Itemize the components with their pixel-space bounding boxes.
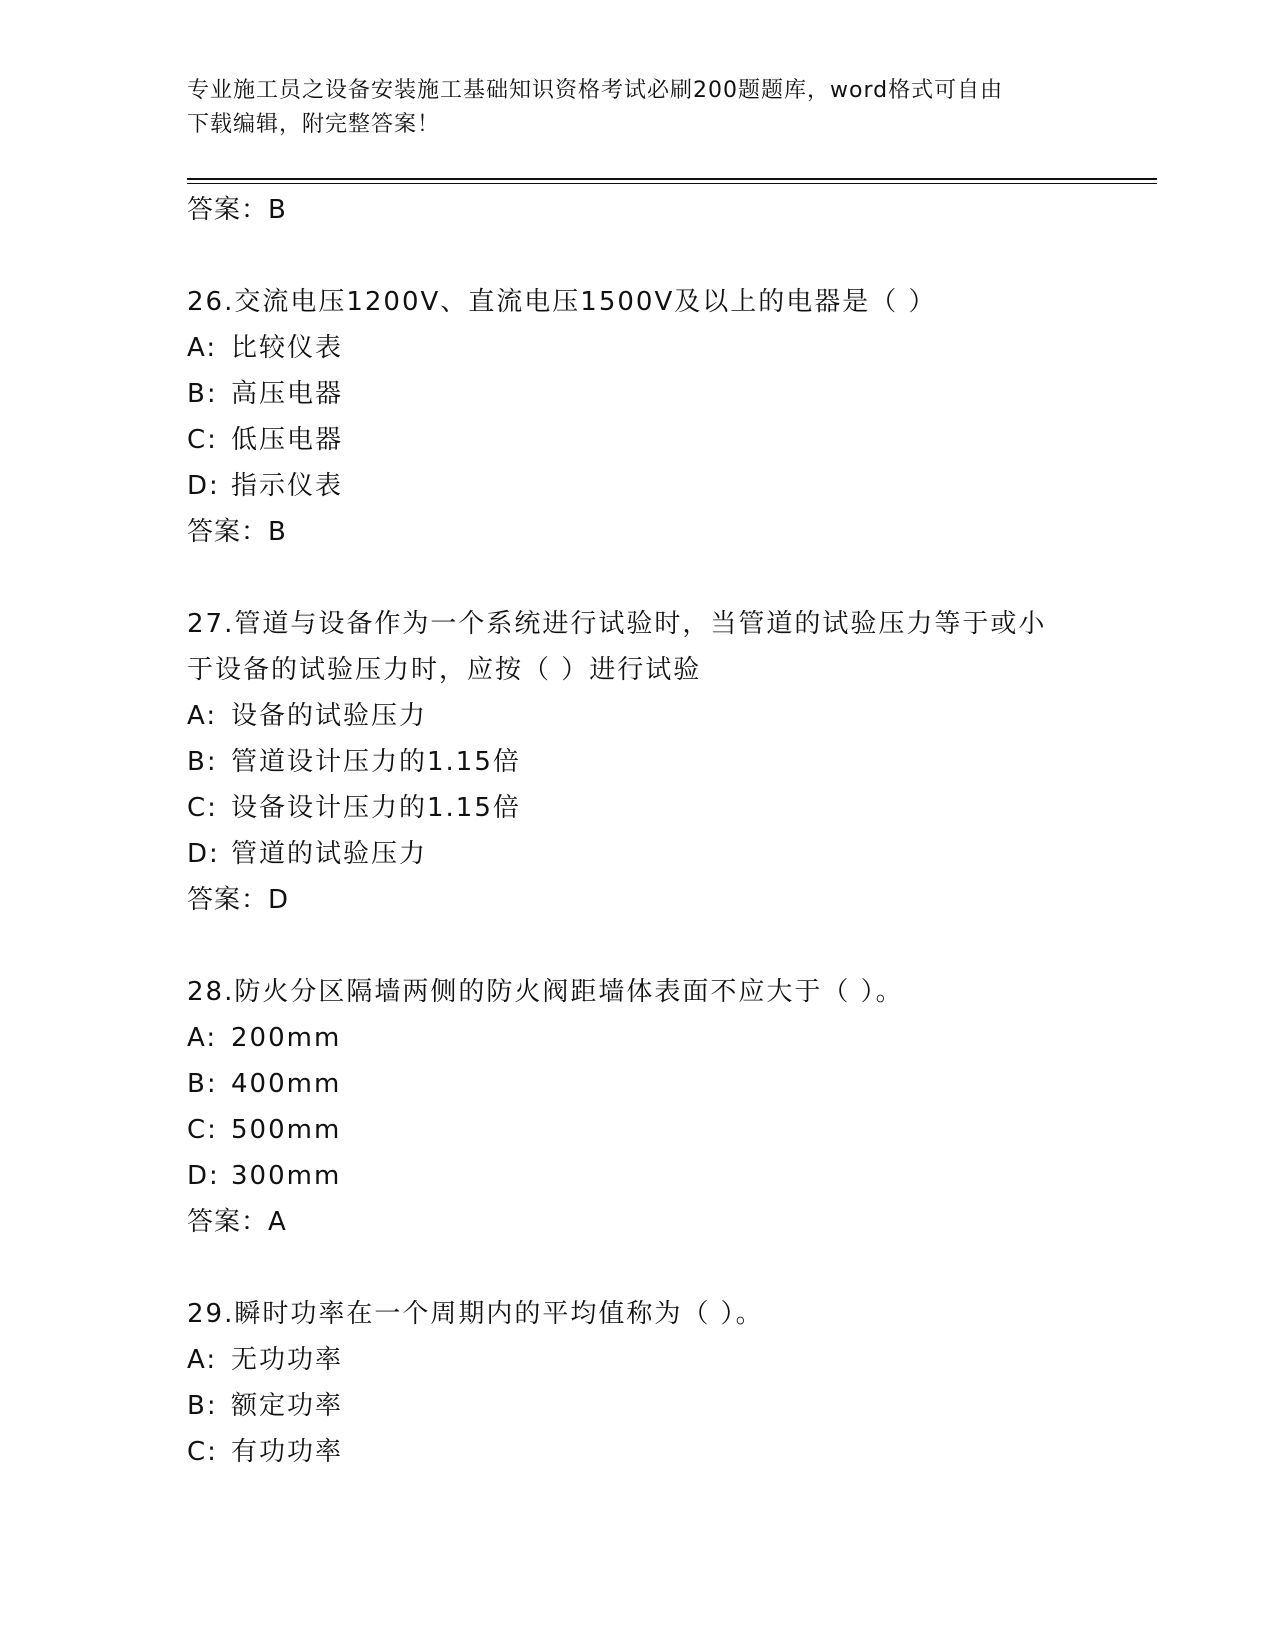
spacer xyxy=(187,233,1087,279)
answer-line: 答案：A xyxy=(187,1207,287,1237)
spacer xyxy=(187,1245,1087,1291)
option-label: B: xyxy=(187,1391,218,1421)
option-a xyxy=(187,1015,1087,1061)
answer-line: 答案：B xyxy=(187,195,287,225)
option-label: D: xyxy=(187,839,220,869)
option-c xyxy=(187,785,1087,831)
question-text: 28.防火分区隔墙两侧的防火阀距墙体表面不应大于（ ）。 xyxy=(187,977,904,1007)
option-text: 管道设计压力的1.15倍 xyxy=(231,747,521,777)
option-label: D: xyxy=(187,471,220,501)
option-text: 200mm xyxy=(231,1023,342,1053)
option-text: 300mm xyxy=(231,1161,342,1191)
header-divider-thin xyxy=(187,183,1157,184)
option-label: B: xyxy=(187,1069,218,1099)
document-header xyxy=(187,74,1087,142)
option-text: 有功功率 xyxy=(231,1437,344,1467)
option-b xyxy=(187,371,1087,417)
option-label: C: xyxy=(187,425,218,455)
header-divider-thick xyxy=(187,178,1157,180)
question-block xyxy=(187,601,1087,923)
question-text: 29.瞬时功率在一个周期内的平均值称为（ ）。 xyxy=(187,1299,764,1329)
option-label: D: xyxy=(187,1161,220,1191)
option-c xyxy=(187,1107,1087,1153)
option-text: 设备设计压力的1.15倍 xyxy=(231,793,521,823)
spacer xyxy=(187,555,1087,601)
option-label: A: xyxy=(187,1345,218,1375)
option-text: 无功功率 xyxy=(231,1345,344,1375)
option-label: C: xyxy=(187,793,218,823)
question-text: 26.交流电压1200V、直流电压1500V及以上的电器是（ ） xyxy=(187,287,937,317)
question-text: 27.管道与设备作为一个系统进行试验时，当管道的试验压力等于或小 xyxy=(187,609,1047,639)
option-a xyxy=(187,1337,1087,1383)
option-text: 指示仪表 xyxy=(231,471,344,501)
question-block xyxy=(187,969,1087,1245)
option-label: C: xyxy=(187,1437,218,1467)
header-line-1: 专业施工员之设备安装施工基础知识资格考试必刷200题题库，word格式可自由 xyxy=(187,78,1004,103)
option-d xyxy=(187,1153,1087,1199)
option-text: 高压电器 xyxy=(231,379,344,409)
option-text: 低压电器 xyxy=(231,425,344,455)
option-text: 管道的试验压力 xyxy=(231,839,428,869)
option-label: A: xyxy=(187,701,218,731)
option-text: 比较仪表 xyxy=(231,333,344,363)
option-label: B: xyxy=(187,747,218,777)
question-block xyxy=(187,279,1087,555)
option-d xyxy=(187,463,1087,509)
option-label: A: xyxy=(187,333,218,363)
option-text: 500mm xyxy=(231,1115,342,1145)
option-text: 400mm xyxy=(231,1069,342,1099)
question-block xyxy=(187,1291,1087,1475)
spacer xyxy=(187,923,1087,969)
option-label: A: xyxy=(187,1023,218,1053)
option-c xyxy=(187,1429,1087,1475)
option-b xyxy=(187,1061,1087,1107)
option-b xyxy=(187,1383,1087,1429)
option-label: B: xyxy=(187,379,218,409)
option-a xyxy=(187,693,1087,739)
option-d xyxy=(187,831,1087,877)
answer-line: 答案：B xyxy=(187,517,287,547)
option-text: 额定功率 xyxy=(231,1391,344,1421)
question-list xyxy=(187,187,1087,1475)
option-b xyxy=(187,739,1087,785)
option-text: 设备的试验压力 xyxy=(231,701,428,731)
option-label: C: xyxy=(187,1115,218,1145)
option-c xyxy=(187,417,1087,463)
header-line-2: 下载编辑，附完整答案！ xyxy=(187,112,441,137)
answer-line: 答案：D xyxy=(187,885,290,915)
option-a xyxy=(187,325,1087,371)
question-text-continued: 于设备的试验压力时，应按（ ）进行试验 xyxy=(187,655,702,685)
